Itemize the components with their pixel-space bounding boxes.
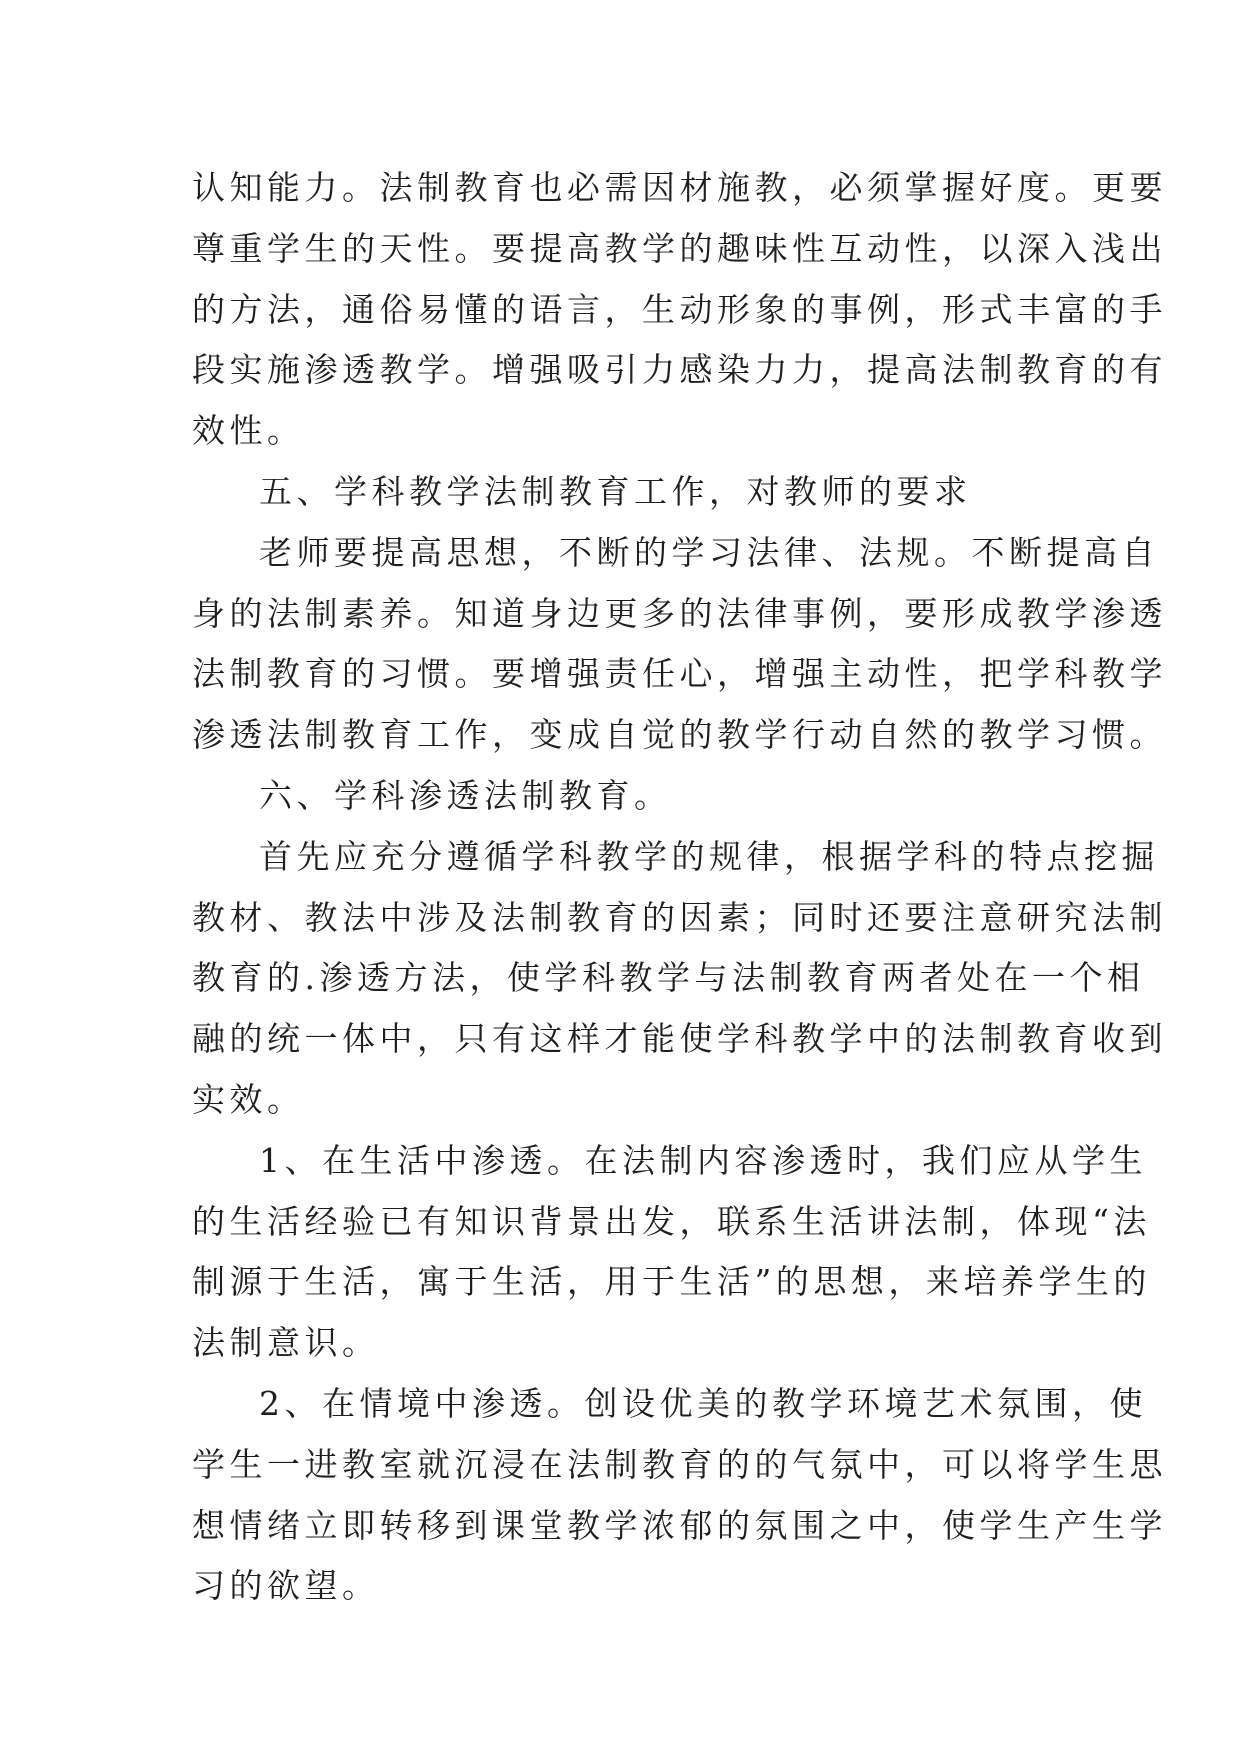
text-line: 老师要提高思想，不断的学习法律、法规。不断提高自 [259, 532, 1159, 572]
text-line: 的生活经验已有知识背景出发，联系生活讲法制，体现“法 [192, 1201, 1151, 1241]
text-line: 段实施渗透教学。增强吸引力感染力力，提高法制教育的有 [192, 350, 1167, 390]
text-line: 认知能力。法制教育也必需因材施教，必须掌握好度。更要 [192, 168, 1167, 207]
text-line: 法制意识。 [192, 1323, 380, 1363]
text-line: 2、在情境中渗透。创设优美的教学环境艺术氛围，使 [259, 1383, 1147, 1423]
text-line: 渗透法制教育工作，变成自觉的教学行动自然的教学习惯。 [192, 715, 1167, 755]
document-body [192, 158, 1167, 1617]
text-line: 尊重学生的天性。要提高教学的趣味性互动性，以深入浅出 [192, 228, 1167, 268]
text-line: 1、在生活中渗透。在法制内容渗透时，我们应从学生 [259, 1140, 1147, 1180]
text-line: 效性。 [192, 411, 305, 451]
text-line: 制源于生活，寓于生活，用于生活”的思想，来培养学生的 [192, 1262, 1151, 1302]
section-heading: 六、学科渗透法制教育。 [259, 775, 672, 815]
text-line: 想情绪立即转移到课堂教学浓郁的氛围之中，使学生产生学 [192, 1505, 1167, 1545]
text-line: 法制教育的习惯。要增强责任心，增强主动性，把学科教学 [192, 654, 1167, 694]
text-line: 首先应充分遵循学科教学的规律，根据学科的特点挖掘 [259, 836, 1159, 876]
text-line: 的方法，通俗易懂的语言，生动形象的事例，形式丰富的手 [192, 289, 1167, 329]
text-line: 习的欲望。 [192, 1566, 380, 1606]
text-line: 教育的.渗透方法，使学科教学与法制教育两者处在一个相 [192, 958, 1145, 998]
text-line: 身的法制素养。知道身边更多的法律事例，要形成教学渗透 [192, 593, 1167, 633]
section-heading: 五、学科教学法制教育工作，对教师的要求 [259, 471, 972, 511]
text-line: 实效。 [192, 1079, 305, 1119]
text-line: 融的统一体中，只有这样才能使学科教学中的法制教育收到 [192, 1019, 1167, 1059]
text-line: 教材、教法中涉及法制教育的因素；同时还要注意研究法制 [192, 897, 1167, 937]
text-line: 学生一进教室就沉浸在法制教育的的气氛中，可以将学生思 [192, 1444, 1167, 1484]
